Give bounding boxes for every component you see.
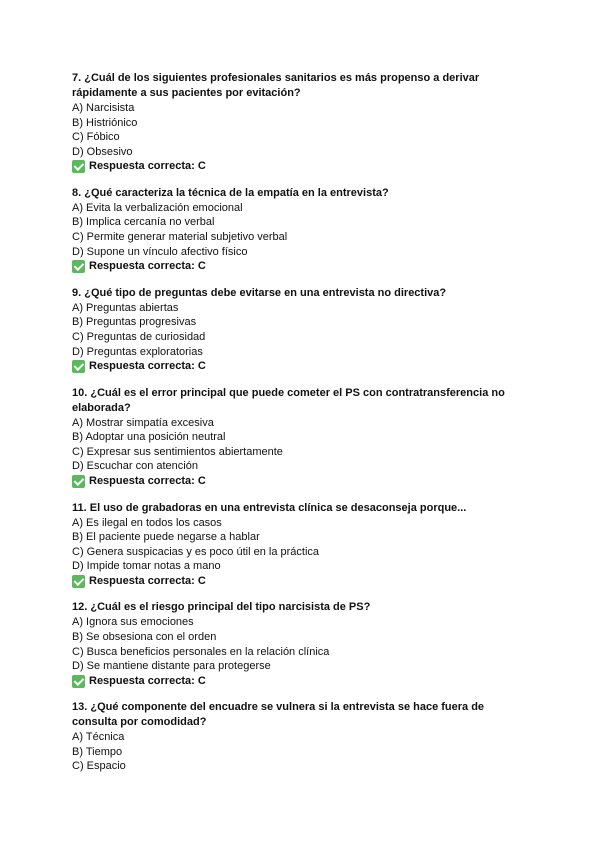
option-b: B) El paciente puede negarse a hablar xyxy=(72,531,260,544)
question-block xyxy=(72,71,532,174)
option-c: C) Expresar sus sentimientos abiertamente xyxy=(72,445,283,458)
correct-answer xyxy=(72,674,532,689)
option-c: C) Busca beneficios personales en la relación clínica xyxy=(72,645,330,658)
question-block xyxy=(72,186,532,274)
question-title: 13. ¿Qué componente del encuadre se vulnera si la entrevista se hace fuera de consulta por comodidad? xyxy=(72,701,485,729)
answer-text: Respuesta correcta: C xyxy=(89,574,206,587)
check-mark-icon xyxy=(72,575,85,588)
question-title: 10. ¿Cuál es el error principal que puede cometer el PS con contratransferencia no elaborada? xyxy=(72,386,505,414)
question-block xyxy=(72,286,532,374)
option-c: C) Permite generar material subjetivo verbal xyxy=(72,231,288,244)
answer-text: Respuesta correcta: C xyxy=(89,360,206,373)
option-a: A) Evita la verbalización emocional xyxy=(72,201,243,214)
correct-answer xyxy=(72,474,532,489)
option-a: A) Es ilegal en todos los casos xyxy=(72,516,222,529)
answer-text: Respuesta correcta: C xyxy=(89,475,206,487)
correct-answer xyxy=(72,359,532,374)
answer-text: Respuesta correcta: C xyxy=(89,674,206,687)
option-c: C) Preguntas de curiosidad xyxy=(72,330,206,343)
check-mark-icon xyxy=(72,360,85,373)
option-d: D) Impide tomar notas a mano xyxy=(72,560,221,573)
option-a: A) Preguntas abiertas xyxy=(72,301,179,314)
question-title: 9. ¿Qué tipo de preguntas debe evitarse en una entrevista no directiva? xyxy=(72,286,447,299)
option-d: D) Preguntas exploratorias xyxy=(72,345,203,358)
document-body xyxy=(72,71,532,786)
option-a: A) Mostrar simpatía excesiva xyxy=(72,416,214,429)
check-mark-icon xyxy=(72,260,85,273)
option-b: B) Se obsesiona con el orden xyxy=(72,630,217,643)
question-block xyxy=(72,700,532,774)
option-b: B) Histriónico xyxy=(72,116,138,129)
check-mark-icon xyxy=(72,675,85,688)
option-b: B) Preguntas progresivas xyxy=(72,316,197,329)
question-block xyxy=(72,386,532,489)
answer-text: Respuesta correcta: C xyxy=(89,260,206,273)
correct-answer xyxy=(72,574,532,589)
question-title: 12. ¿Cuál es el riesgo principal del tipo narcisista de PS? xyxy=(72,601,371,614)
question-block xyxy=(72,501,532,589)
option-b: B) Tiempo xyxy=(72,745,123,758)
answer-text: Respuesta correcta: C xyxy=(89,160,206,173)
option-a: A) Ignora sus emociones xyxy=(72,616,194,629)
question-title: 8. ¿Qué caracteriza la técnica de la empatía en la entrevista? xyxy=(72,186,389,199)
option-d: D) Supone un vínculo afectivo físico xyxy=(72,245,248,258)
check-mark-icon xyxy=(72,475,85,488)
option-d: D) Escuchar con atención xyxy=(72,460,198,473)
correct-answer xyxy=(72,159,532,174)
option-d: D) Se mantiene distante para protegerse xyxy=(72,660,271,673)
option-c: C) Genera suspicacias y es poco útil en la práctica xyxy=(72,545,320,558)
check-mark-icon xyxy=(72,160,85,173)
option-a: A) Narcisista xyxy=(72,102,135,114)
correct-answer xyxy=(72,259,532,274)
option-c: C) Fóbico xyxy=(72,131,120,144)
option-a: A) Técnica xyxy=(72,731,125,744)
question-title: 11. El uso de grabadoras en una entrevista clínica se desaconseja porque... xyxy=(72,501,467,514)
question-block xyxy=(72,600,532,688)
option-b: B) Adoptar una posición neutral xyxy=(72,431,226,444)
option-c: C) Espacio xyxy=(72,760,126,773)
question-title: 7. ¿Cuál de los siguientes profesionales sanitarios es más propenso a derivar rápidamente a sus pacientes por evitación? xyxy=(72,72,480,99)
option-d: D) Obsesivo xyxy=(72,145,133,158)
option-b: B) Implica cercanía no verbal xyxy=(72,216,215,229)
